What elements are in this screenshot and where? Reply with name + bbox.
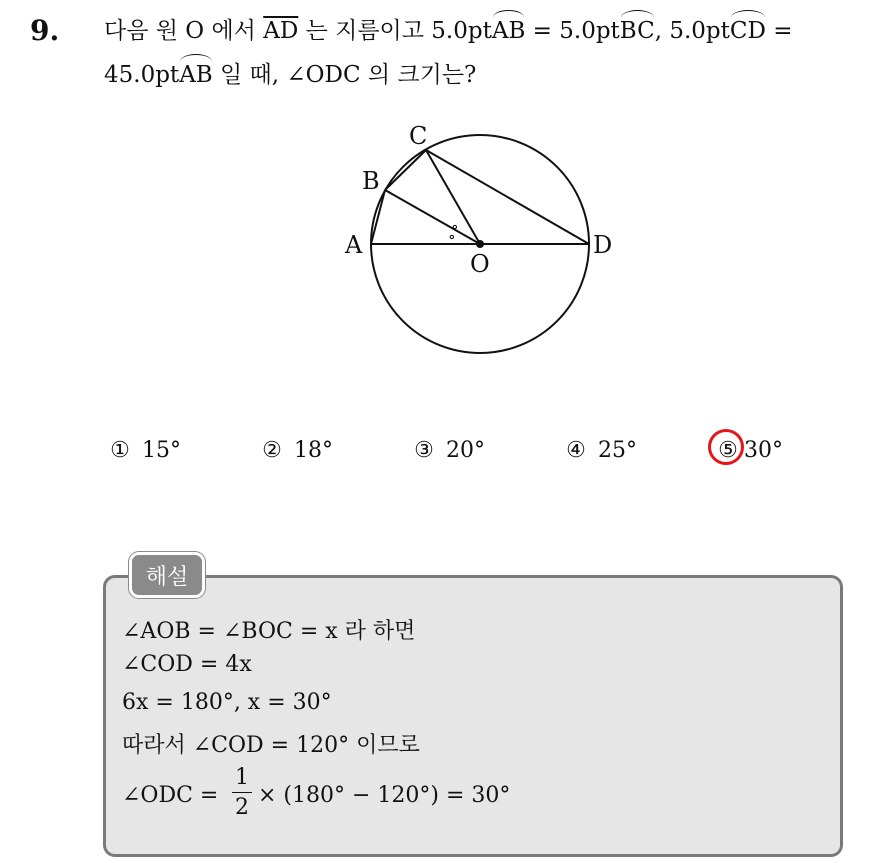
question-text-line-1 bbox=[104, 16, 793, 46]
question-text-line-2 bbox=[104, 60, 476, 90]
question-text-part: 다음 원 O 에서 bbox=[104, 18, 264, 44]
choice-2[interactable] bbox=[260, 438, 333, 463]
chord-bc bbox=[385, 150, 426, 190]
question-text-part: 45.0pt bbox=[104, 62, 180, 88]
label-a: A bbox=[345, 231, 363, 259]
solution-line-3: 6x = 180°, x = 30° bbox=[122, 690, 332, 715]
choice-5[interactable] bbox=[716, 438, 783, 463]
choice-mark: ③ bbox=[414, 438, 434, 463]
angle-mark: ∘ bbox=[448, 227, 456, 246]
solution-line-1: ∠AOB = ∠BOC = x 라 하면 bbox=[122, 619, 416, 644]
solution-line-4: 따라서 ∠COD = 120° 이므로 bbox=[122, 733, 420, 758]
choice-mark: ② bbox=[262, 438, 282, 463]
center-point bbox=[476, 240, 484, 248]
choice-1[interactable] bbox=[108, 438, 181, 463]
fraction-denominator: 2 bbox=[235, 795, 249, 820]
choice-value: 30° bbox=[744, 438, 783, 463]
choice-value: 25° bbox=[598, 438, 637, 463]
choice-3[interactable] bbox=[412, 438, 485, 463]
label-c: C bbox=[409, 122, 428, 150]
circle-diagram bbox=[340, 116, 630, 362]
chord-ab bbox=[371, 190, 385, 244]
solution-line-5-prefix: ∠ODC = bbox=[122, 783, 219, 808]
arc-ab: AB bbox=[179, 62, 213, 88]
arc-cd: CD bbox=[729, 18, 766, 44]
label-o: O bbox=[470, 250, 490, 278]
choice-mark: ⑤ bbox=[718, 438, 738, 463]
answer-circle-mark bbox=[708, 429, 744, 465]
choice-value: 15° bbox=[142, 438, 181, 463]
choice-value: 18° bbox=[294, 438, 333, 463]
angle-mark: ∘ bbox=[451, 217, 459, 236]
choice-4[interactable] bbox=[564, 438, 637, 463]
question-number: 9. bbox=[30, 14, 60, 47]
choice-value: 20° bbox=[446, 438, 485, 463]
arc-bc: BC bbox=[619, 18, 655, 44]
solution-line-2: ∠COD = 4x bbox=[122, 652, 252, 677]
solution-line-5-suffix: × (180° − 120°) = 30° bbox=[258, 783, 511, 808]
answer-choices bbox=[108, 438, 828, 472]
question-text-part: 일 때, ∠ODC 의 크기는? bbox=[212, 62, 477, 88]
choice-mark: ① bbox=[110, 438, 130, 463]
arc-ab: AB bbox=[491, 18, 526, 44]
label-d: D bbox=[593, 231, 613, 259]
segment-ad: $\overline{AD}$ bbox=[263, 18, 299, 44]
fraction-half bbox=[232, 764, 252, 823]
choice-mark: ④ bbox=[566, 438, 586, 463]
fraction-numerator: 1 bbox=[232, 764, 252, 793]
label-b: B bbox=[362, 167, 380, 195]
radius-ob bbox=[385, 190, 480, 244]
question-text-part: = bbox=[765, 18, 793, 44]
solution-tab: 해설 bbox=[129, 552, 205, 598]
question-text-part: 는 지름이고 5.0pt bbox=[298, 18, 492, 44]
question-text-part: , 5.0pt bbox=[654, 18, 730, 44]
question-text-part: = 5.0pt bbox=[525, 18, 620, 44]
